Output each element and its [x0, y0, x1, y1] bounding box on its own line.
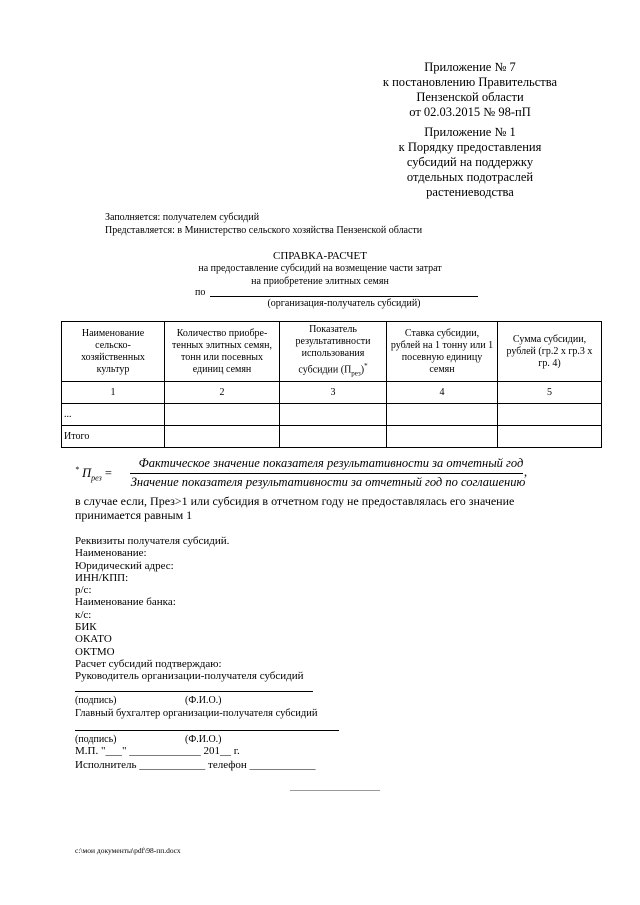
- col-number: 1: [62, 382, 165, 404]
- requisite-line: ИНН/КПП:: [75, 571, 129, 584]
- table-number-row: [62, 382, 602, 404]
- table-row: [62, 404, 602, 426]
- sign-label: (подпись): [75, 734, 117, 745]
- fio-label: (Ф.И.О.): [185, 734, 222, 745]
- header-line: субсидий на поддержку: [406, 155, 534, 169]
- requisite-line: ОКТМО: [75, 645, 115, 658]
- requisite-line: Юридический адрес:: [75, 559, 174, 572]
- formula-numerator: Фактическое значение показателя результативности за отчетный год: [138, 456, 524, 470]
- header-line: Приложение № 1: [424, 125, 516, 139]
- note-line: принимается равным 1: [75, 508, 193, 522]
- sign-label: (подпись): [75, 695, 117, 706]
- col-number: 3: [280, 382, 387, 404]
- header-line: от 02.03.2015 № 98-пП: [409, 105, 531, 119]
- header-line: Приложение № 7: [424, 60, 516, 74]
- header-line: к Порядку предоставления: [398, 140, 542, 154]
- calculation-table: [61, 321, 602, 448]
- col-number: 5: [498, 382, 602, 404]
- po-label: по: [195, 287, 206, 298]
- signature-line-head: [75, 691, 313, 692]
- appendix-1-header: [370, 125, 570, 200]
- formula-p: П: [82, 466, 92, 481]
- requisite-line: Реквизиты получателя субсидий.: [75, 535, 230, 547]
- requisite-line: Наименование банка:: [75, 596, 176, 609]
- col-number: 4: [387, 382, 498, 404]
- cell: [498, 404, 602, 426]
- fio-label: (Ф.И.О.): [185, 695, 222, 706]
- requisite-line: ОКАТО: [75, 633, 112, 646]
- col-number: 2: [165, 382, 280, 404]
- requisite-line: Наименование:: [75, 547, 147, 560]
- requisites: [75, 535, 304, 683]
- table-header-row: [62, 322, 602, 382]
- title-main: СПРАВКА-РАСЧЕТ: [273, 250, 367, 262]
- cell: [280, 404, 387, 426]
- executor-line: Исполнитель ____________ телефон ____________: [75, 759, 316, 771]
- col-header: Ставка субсидии, рублей на 1 тонну или 1 посевную единицу семян: [387, 322, 498, 382]
- formula-note: [75, 494, 595, 522]
- signature-line-accountant: [75, 730, 339, 731]
- requisite-line: Расчет субсидий подтверждаю:: [75, 657, 222, 670]
- row-total: Итого: [62, 426, 165, 448]
- cell: [280, 426, 387, 448]
- file-path: c:\мои документы\pdf\98-пп.docx: [75, 846, 181, 855]
- col-header: Показатель результативности использования субсидии $(П_{рез})^*$: [280, 322, 387, 382]
- formula-denominator: Значение показателя результативности за отчетный год по соглашению: [130, 475, 526, 489]
- col-header: Наименование сельско-хозяйственных культур: [62, 322, 165, 382]
- footer-rule: [290, 790, 380, 791]
- header-line: растениеводства: [426, 185, 514, 199]
- formula-sub: рез: [91, 473, 102, 483]
- row-dots: ...: [62, 404, 165, 426]
- appendix-7-header: [370, 60, 570, 120]
- note-line: в случае если, Пpез>1 или субсидия в отчетном году не предоставлялась его значение: [75, 494, 515, 508]
- cell: [165, 426, 280, 448]
- requisite-line: к/с:: [75, 608, 92, 621]
- requisite-line: Руководитель организации-получателя субсидий: [75, 670, 304, 683]
- org-caption: (организация-получатель субсидий): [267, 298, 421, 309]
- formula-lhs: [75, 465, 112, 483]
- fraction-bar: [130, 473, 523, 474]
- mp-line: М.П. "___" _____________ 201__ г.: [75, 745, 240, 757]
- accountant-label: Главный бухгалтер организации-получателя субсидий: [75, 708, 318, 719]
- formula-comma: ,: [524, 465, 528, 479]
- cell: [387, 404, 498, 426]
- header-line: отдельных подотраслей: [406, 170, 534, 184]
- table-total-row: [62, 426, 602, 448]
- cell: [387, 426, 498, 448]
- requisite-line: БИК: [75, 621, 97, 634]
- header-line: Пензенской области: [416, 90, 524, 104]
- formula-star: *: [75, 465, 79, 474]
- header-line: к постановлению Правительства: [382, 75, 558, 89]
- filled-by: Заполняется: получателем субсидий: [105, 212, 260, 223]
- title-sub1: на предоставление субсидий на возмещение части затрат: [198, 263, 442, 274]
- cell: [165, 404, 280, 426]
- requisite-line: р/с:: [75, 584, 92, 597]
- formula-eq: =: [104, 466, 112, 481]
- cell: [498, 426, 602, 448]
- submitted-to: Представляется: в Министерство сельского хозяйства Пензенской области: [105, 225, 423, 236]
- col-header: Количество приобре-тенных элитных семян, тонн или посевных единиц семян: [165, 322, 280, 382]
- doc-title: [0, 250, 640, 288]
- title-sub2: на приобретение элитных семян: [251, 276, 389, 287]
- col-header: Сумма субсидии, рублей (гр.2 x гр.3 x гр. 4): [498, 322, 602, 382]
